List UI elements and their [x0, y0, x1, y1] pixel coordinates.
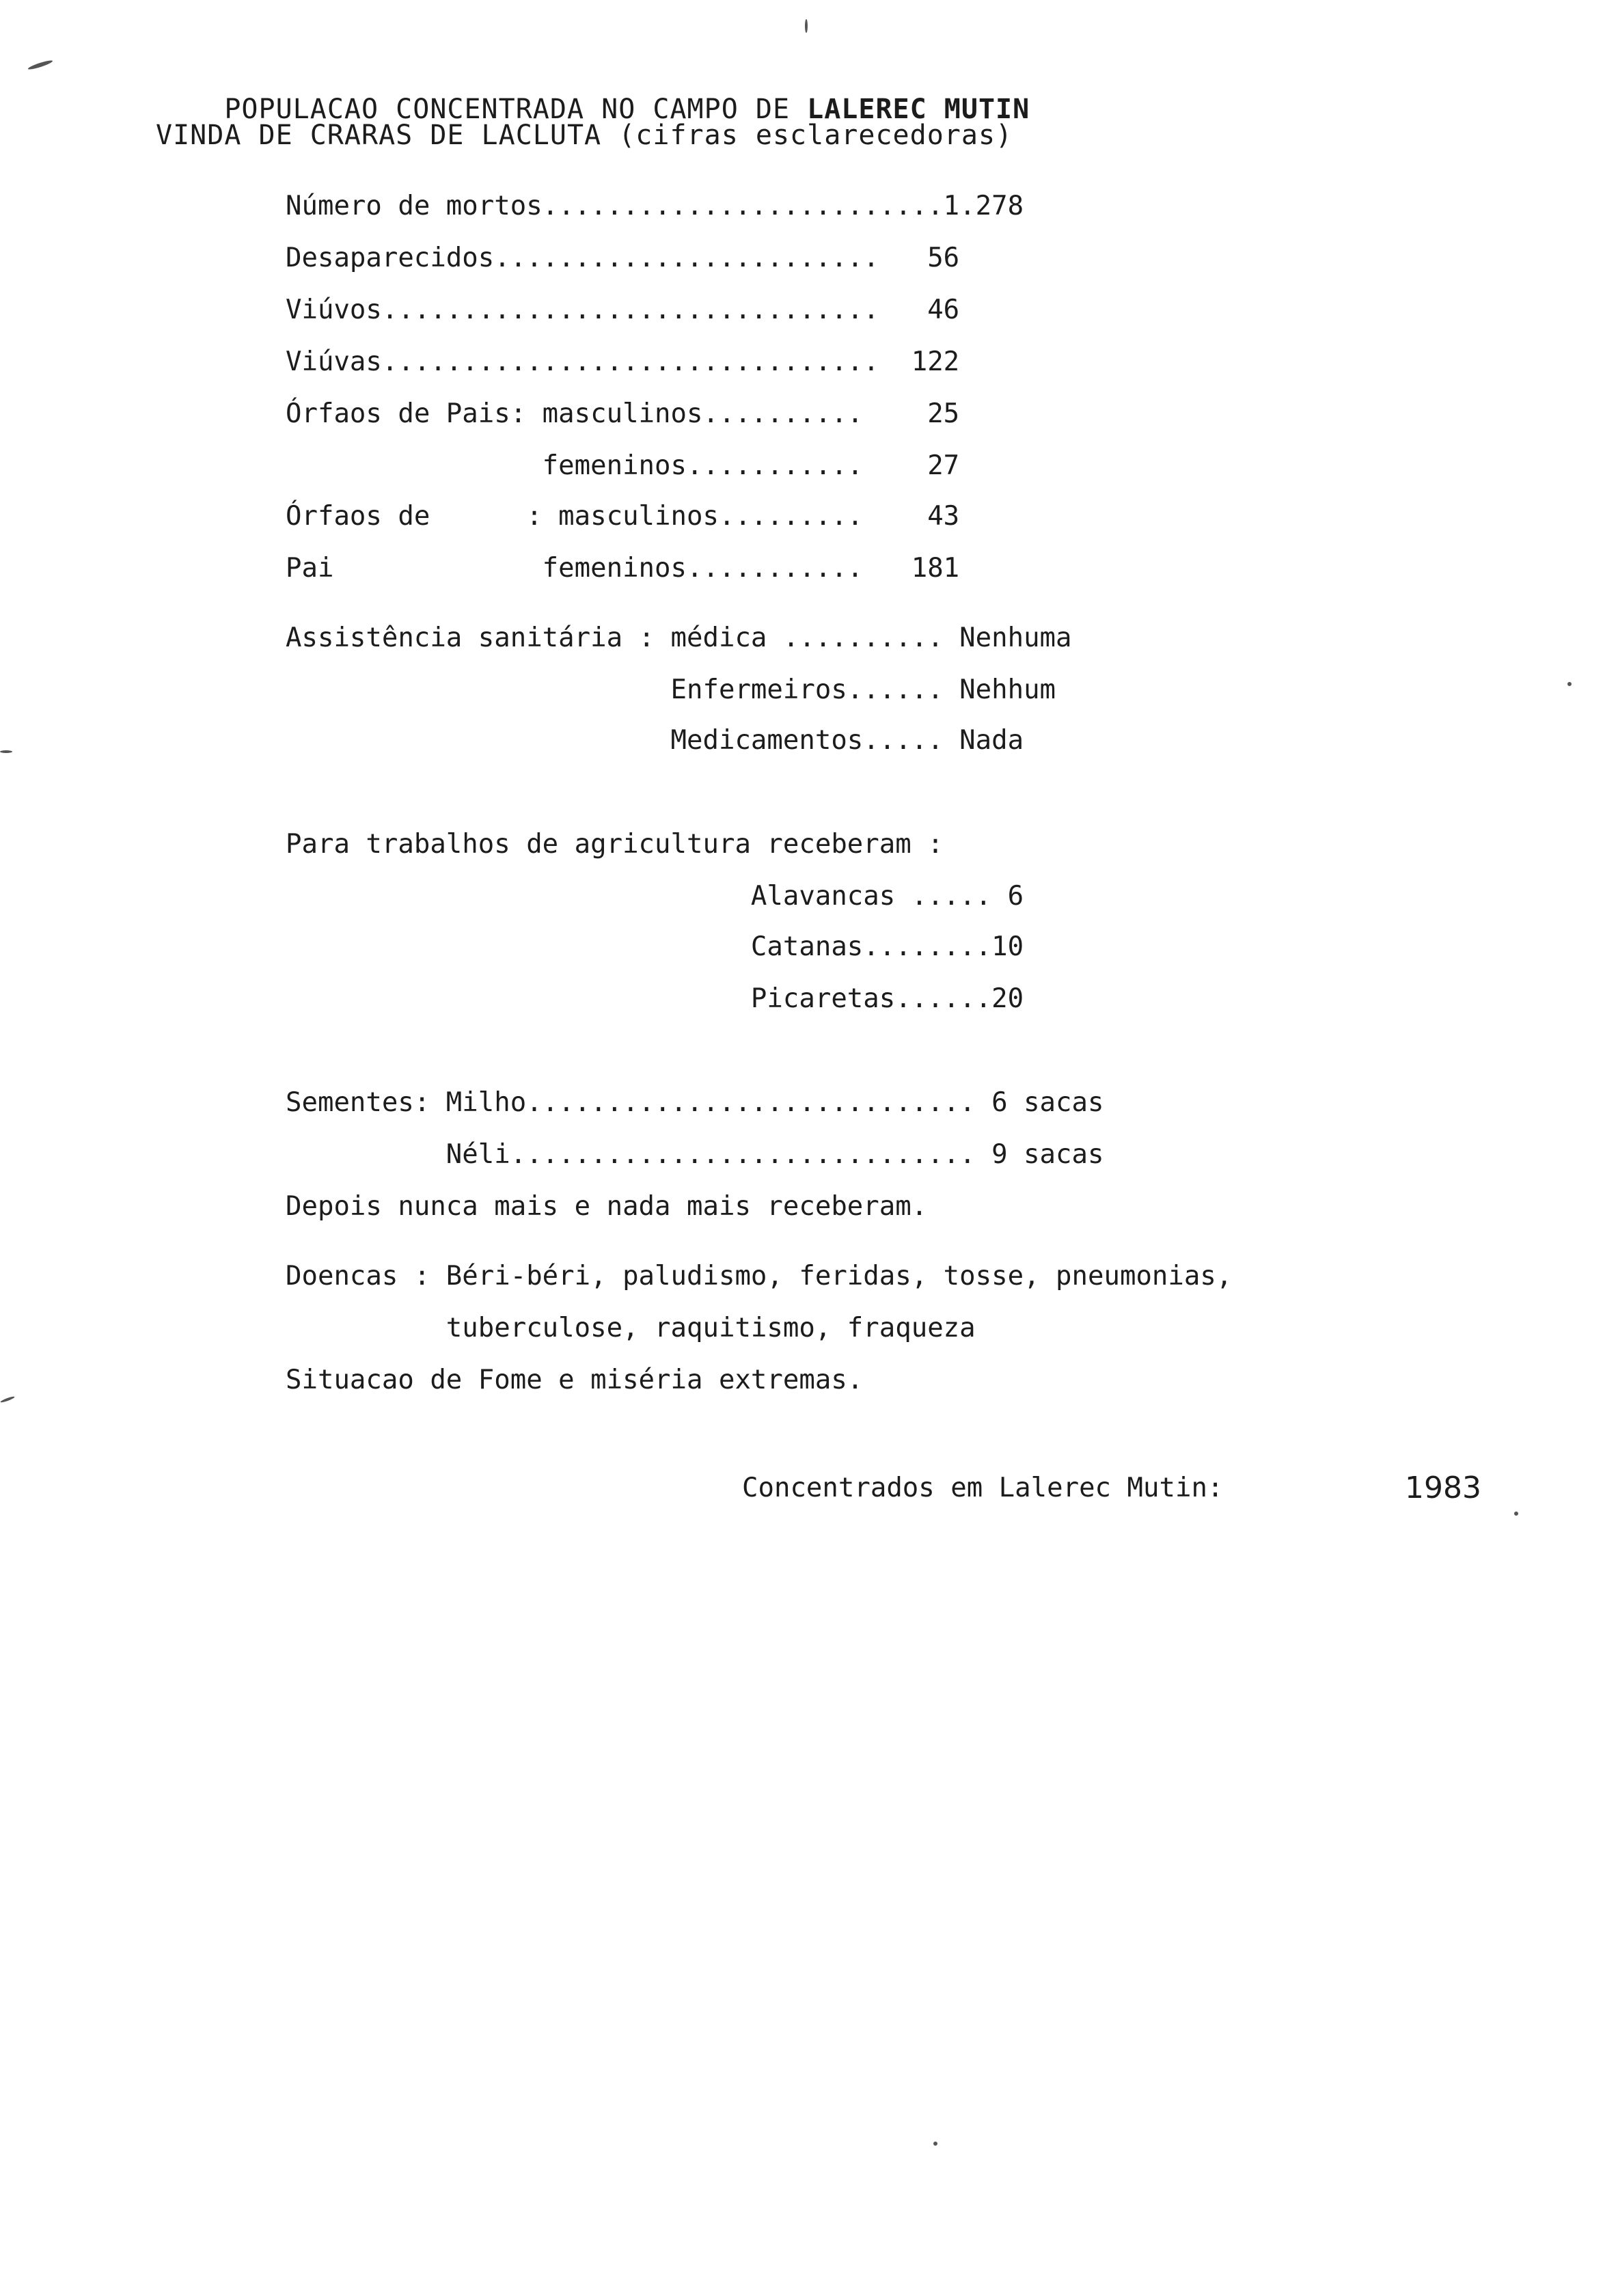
depois-line: Depois nunca mais e nada mais receberam. — [286, 1191, 928, 1222]
stat-orfaos-pais-fem: femeninos........... 27 — [286, 450, 960, 481]
sementes-milho: Sementes: Milho............................ 6 sacas — [286, 1087, 1104, 1118]
stat-mortos: Número de mortos.........................1.278 — [286, 191, 1024, 221]
situacao-line: Situacao de Fome e miséria extremas. — [286, 1365, 864, 1395]
footer-concentrados: Concentrados em Lalerec Mutin: — [742, 1473, 1224, 1503]
stat-viuvas: Viúvas............................... 122 — [286, 346, 960, 377]
title-line-2: VINDA DE CRARAS DE LACLUTA (cifras esclarecedoras) — [156, 120, 1013, 151]
title-line-1-text: POPULACAO CONCENTRADA NO CAMPO DE — [224, 94, 808, 125]
scan-mark — [0, 750, 12, 753]
stat-desaparecidos: Desaparecidos........................ 56 — [286, 243, 960, 273]
scan-mark — [27, 59, 53, 70]
agricultura-heading: Para trabalhos de agricultura receberam : — [286, 829, 944, 860]
title-camp-name: LALEREC MUTIN — [807, 94, 1030, 125]
doencas-line-1: Doencas : Béri-béri, paludismo, feridas, tosse, pneumonias, — [286, 1261, 1233, 1292]
stat-orfaos-pais-masc: Órfaos de Pais: masculinos.......... 25 — [286, 398, 960, 429]
scan-mark — [933, 2142, 937, 2146]
agricultura-picaretas: Picaretas......20 — [286, 983, 1024, 1014]
doencas-line-2: tuberculose, raquitismo, fraqueza — [286, 1313, 976, 1343]
scan-mark — [805, 19, 808, 33]
scan-mark — [1514, 1512, 1518, 1516]
agricultura-catanas: Catanas........10 — [286, 931, 1024, 962]
scan-mark — [1567, 682, 1572, 686]
assistencia-enfermeiros: Enfermeiros...... Nehhum — [286, 674, 1056, 705]
footer-year: 1983 — [1405, 1471, 1481, 1505]
stat-viuvos: Viúvos............................... 46 — [286, 295, 960, 325]
stat-orfaos-pai-masc: Órfaos de : masculinos......... 43 — [286, 501, 960, 532]
assistencia-medica: Assistência sanitária : médica .......... Nenhuma — [286, 623, 1072, 653]
assistencia-medicamentos: Medicamentos..... Nada — [286, 725, 1024, 756]
sementes-neli: Néli............................. 9 sacas — [286, 1139, 1104, 1170]
scan-mark — [0, 1395, 15, 1403]
agricultura-alavancas: Alavancas ..... 6 — [286, 881, 1024, 912]
stat-orfaos-pai-fem: Pai femeninos........... 181 — [286, 553, 960, 584]
